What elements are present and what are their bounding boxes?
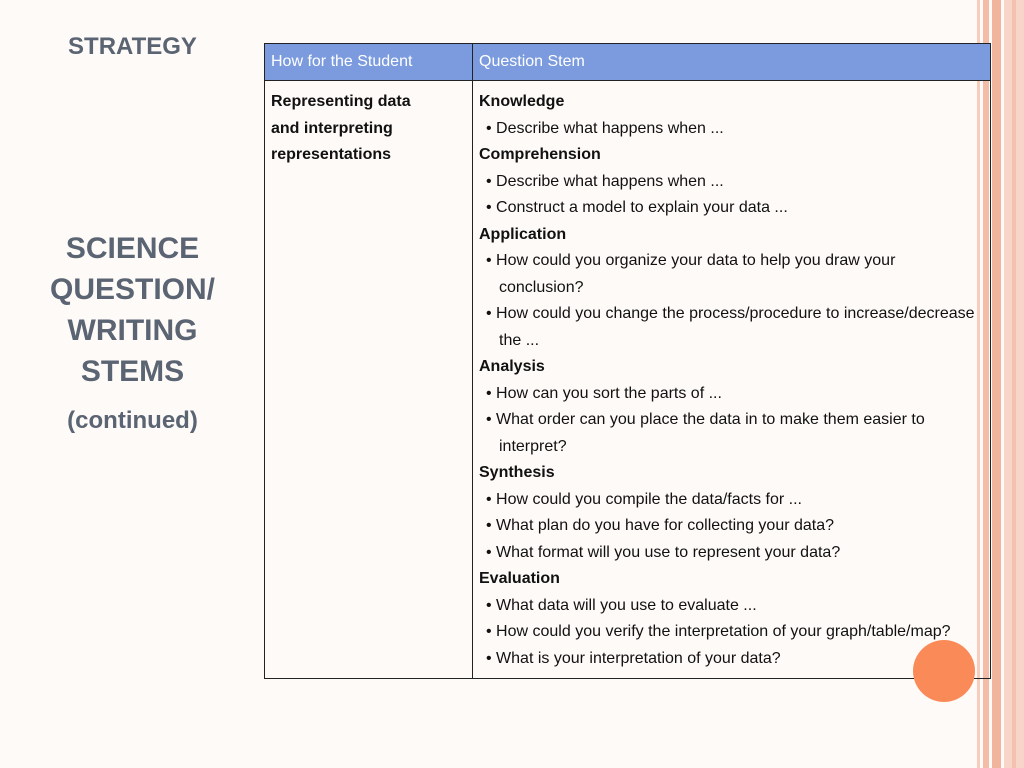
continued-label: (continued) [67, 407, 198, 434]
list-item: • How can you sort the parts of ... [486, 384, 722, 402]
list-item: • How could you change the process/procedure to increase/decrease the ... [486, 305, 975, 349]
list-item: • What format will you use to represent your data? [486, 543, 841, 561]
slide-title [0, 228, 265, 392]
level-heading: Evaluation [479, 570, 560, 587]
list-item: • Describe what happens when ... [486, 172, 724, 190]
header-question-stem: Question Stem [473, 44, 991, 81]
stripe [1012, 0, 1016, 768]
table-row [265, 81, 991, 679]
list-item: • What is your interpretation of your data? [486, 649, 781, 667]
slide-title-line: QUESTION/ [49, 273, 215, 306]
strategy-heading: STRATEGY [68, 33, 197, 60]
how-line: representations [271, 146, 392, 163]
list-item: • How could you compile the data/facts for ... [486, 490, 802, 508]
stripe [992, 0, 1001, 768]
table-header-row [265, 44, 991, 81]
slide-title-line: WRITING [67, 314, 198, 347]
list-item: • How could you verify the interpretation of your graph/table/map? [486, 623, 951, 640]
level-heading: Comprehension [479, 146, 601, 163]
level-heading: Analysis [479, 358, 545, 375]
slide-title-line: STEMS [80, 355, 185, 388]
level-heading: Knowledge [479, 93, 565, 110]
list-item: • How could you organize your data to help you draw your conclusion? [486, 252, 896, 296]
slide-title-line: SCIENCE [65, 232, 200, 265]
header-how-for-student: How for the Student [265, 44, 473, 81]
list-item: • What plan do you have for collecting your data? [486, 517, 835, 534]
accent-circle [913, 640, 975, 702]
list-item: • Describe what happens when ... [486, 119, 724, 137]
level-heading: Synthesis [479, 464, 555, 481]
list-item: • What data will you use to evaluate ... [486, 596, 757, 614]
question-stem-table [264, 43, 991, 679]
level-heading: Application [479, 225, 567, 243]
how-line: and interpreting [271, 119, 393, 137]
how-cell [265, 81, 473, 679]
how-line: Representing data [271, 93, 411, 110]
list-item: • What order can you place the data in to make them easier to interpret? [486, 411, 925, 455]
list-item: • Construct a model to explain your data ... [486, 199, 788, 216]
question-stem-cell [473, 81, 991, 679]
